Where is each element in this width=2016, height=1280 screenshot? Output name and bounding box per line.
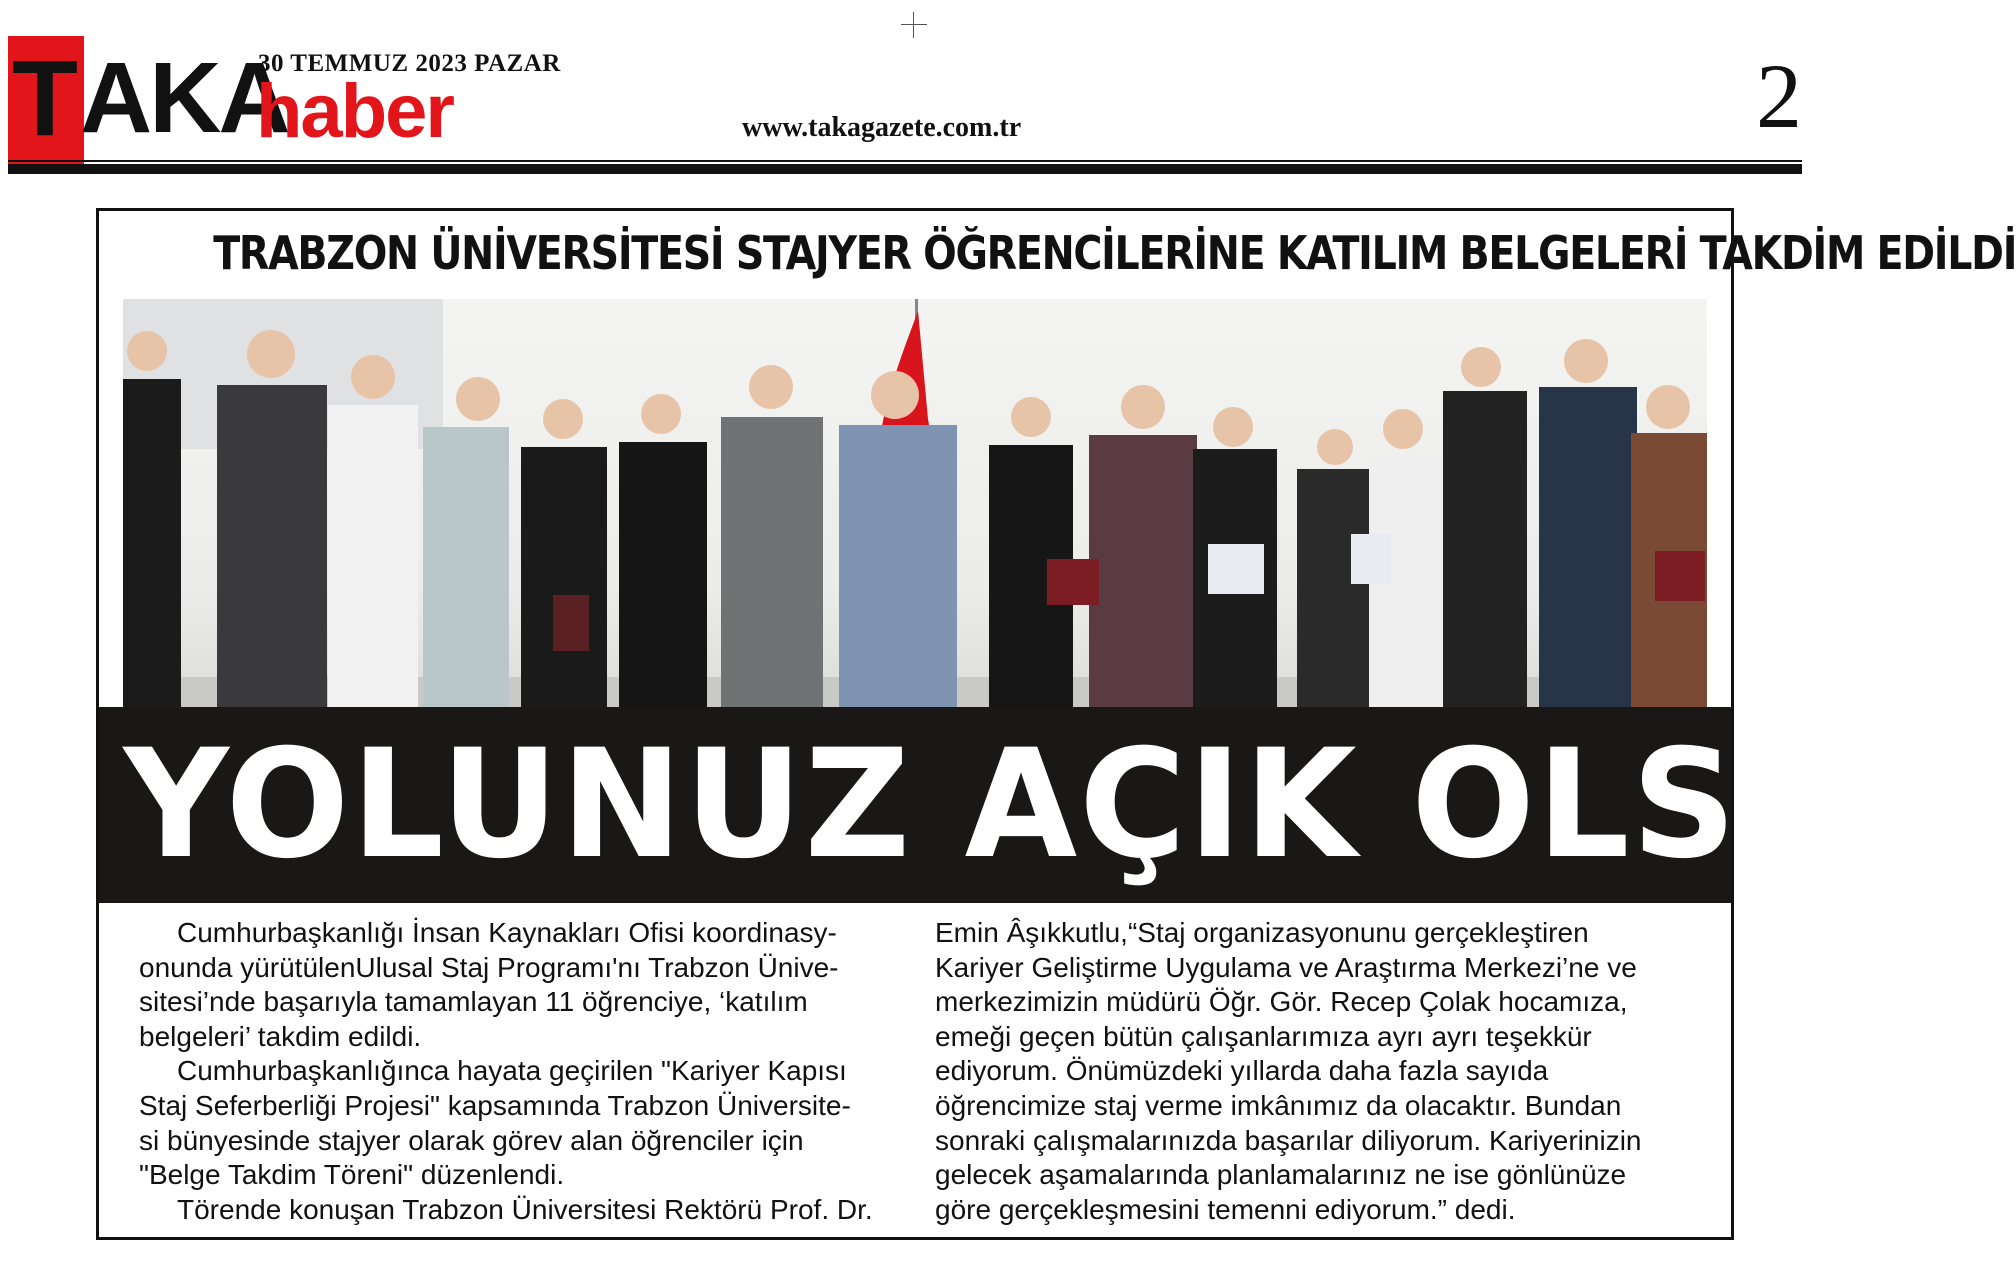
body-line: sonraki çalışmalarınızda başarılar diliyorum. Kariyerinizin <box>935 1124 1642 1156</box>
body-column-left <box>139 916 929 1227</box>
headline-bar <box>99 707 1983 903</box>
body-line: Törende konuşan Trabzon Üniversitesi Rektörü Prof. Dr. <box>177 1193 873 1225</box>
body-line: göre gerçekleşmesini temenni ediyorum.” dedi. <box>935 1193 1516 1225</box>
body-line: öğrencimize staj verme imkânımız da olacaktır. Bundan <box>935 1089 1622 1121</box>
article-frame <box>96 208 2016 1240</box>
logo-letters-aka: AKA <box>80 42 288 154</box>
body-line: sitesi’nde başarıyla tamamlayan 11 öğrenciye, ‘katılım <box>139 986 808 1018</box>
issue-date: 30 TEMMUZ 2023 PAZAR <box>258 50 561 77</box>
website-url: www.takagazete.com.tr <box>742 112 1022 143</box>
article-kicker: TRABZON ÜNİVERSİTESİ STAJYER ÖĞRENCİLERİNE KATILIM BELGELERİ TAKDİM EDİLDİ <box>213 226 2016 280</box>
main-headline: YOLUNUZ AÇIK OLSUN <box>123 718 1983 892</box>
body-line: belgeleri’ takdim edildi. <box>139 1020 422 1052</box>
crop-mark <box>897 8 931 42</box>
group-photo-illustration <box>123 299 1707 707</box>
body-line: Staj Seferberliği Projesi" kapsamında Trabzon Üniversite- <box>139 1089 851 1121</box>
body-line: emeği geçen bütün çalışanlarımıza ayrı ayrı teşekkür <box>935 1020 1592 1052</box>
body-line: gelecek aşamalarında planlamalarınız ne ise gönlünüze <box>935 1159 1627 1191</box>
body-line: onunda yürütülenUlusal Staj Programı'nı Trabzon Ünive- <box>139 951 839 983</box>
body-line: "Belge Takdim Töreni" düzenlendi. <box>139 1159 565 1191</box>
logo-haber: haber <box>256 69 453 154</box>
body-line: Cumhurbaşkanlığı İnsan Kaynakları Ofisi koordinasy- <box>177 917 837 948</box>
body-line: si bünyesinde stajyer olarak görev alan öğrenciler için <box>139 1124 804 1156</box>
body-column-right <box>935 916 1725 1227</box>
page-number: 2 <box>1756 45 1802 147</box>
logo-letter-t: T <box>12 37 76 158</box>
body-line: Cumhurbaşkanlığınca hayata geçirilen "Kariyer Kapısı <box>177 1055 847 1087</box>
header-thin-rule <box>8 160 1802 162</box>
header-thick-rule <box>8 164 1802 174</box>
body-line: Emin Âşıkkutlu,“Staj organizasyonunu gerçekleştiren <box>935 917 1589 948</box>
body-line: merkezimizin müdürü Öğr. Gör. Recep Çolak hocamıza, <box>935 986 1628 1018</box>
group-photo <box>123 299 1707 707</box>
body-line: ediyorum. Önümüzdeki yıllarda daha fazla sayıda <box>935 1055 1549 1087</box>
body-line: Kariyer Geliştirme Uygulama ve Araştırma Merkezi’ne ve <box>935 951 1637 983</box>
